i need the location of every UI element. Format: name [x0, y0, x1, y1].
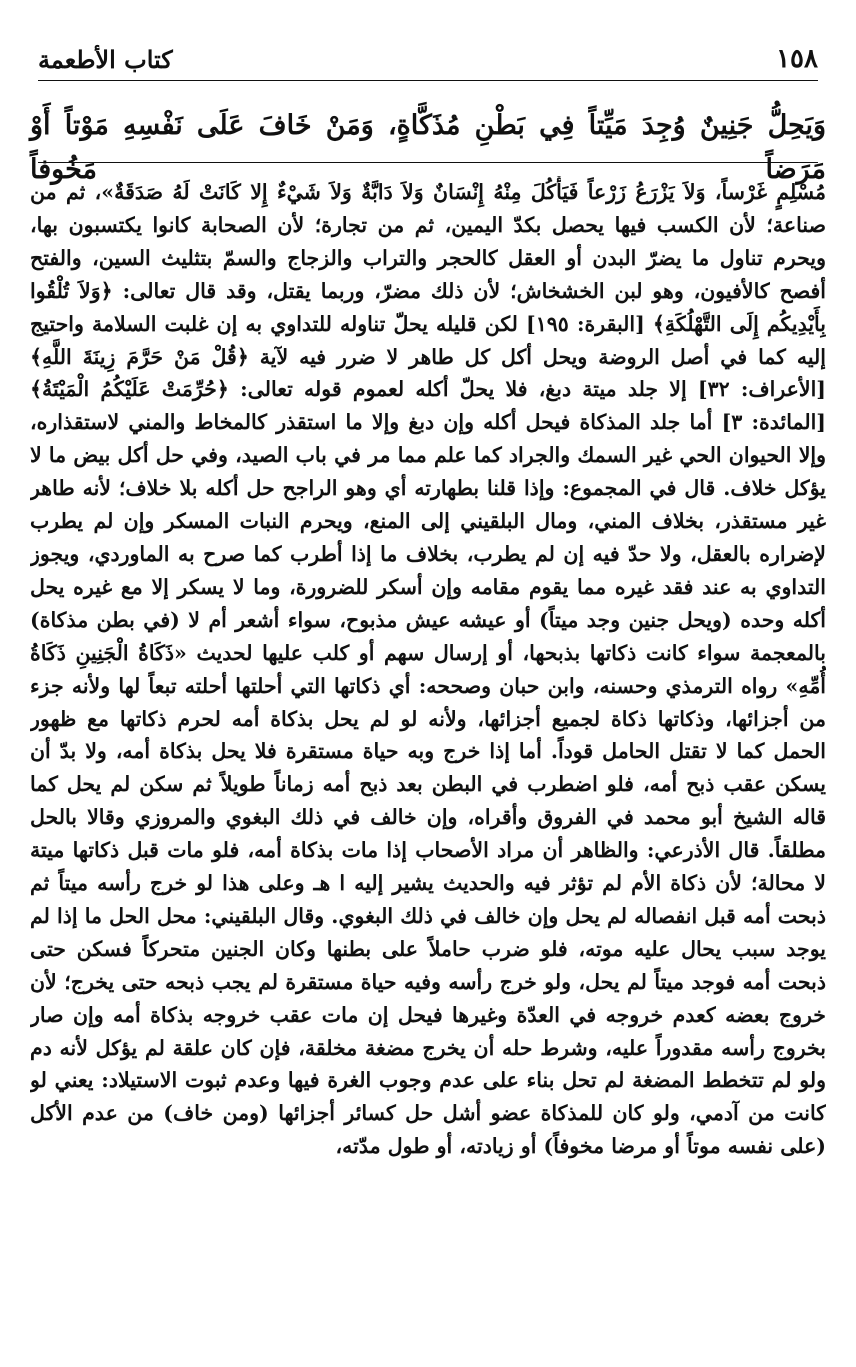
matn-text: وَيَحِلُّ جَنِينٌ وُجِدَ مَيِّتاً فِي بَطْنِ مُذَكَّاةٍ، وَمَنْ خَافَ عَلَى نَفْسِهِ مَوْتاً أَوْ مَرَضاً مَخُوفاً — [30, 110, 826, 185]
page-header — [38, 38, 818, 81]
commentary-text — [30, 176, 826, 1345]
commentary-paragraph: مُسْلِمٍ غَرْساً، وَلاَ يَزْرَعُ زَرْعاً فَيَأْكُلَ مِنْهُ إِنْسَانٌ وَلاَ دَابَّةٌ وَلاَ شَيْءٌ إِلا كَانَتْ لَهُ صَدَقَةٌ»، ثم من صناعة؛ لأن الكسب فيها يحصل بكدّ اليمين، ثم من تجارة؛ لأن الصحابة كانوا يكتسبون بها، ويحرم تناول ما يضرّ البدن أو العقل كالحجر والتراب والزجاج والسمّ بتثليث السين، والفتح أفصح كالأفيون، وهو لبن الخشخاش؛ لأن ذلك مضرّ، وربما يقتل، وقد قال تعالى: ﴿وَلاَ تُلْقُوا بِأَيْدِيكُم إِلَى التَّهْلُكَةِ﴾ [البقرة: ١٩٥] لكن قليله يحلّ تناوله للتداوي به إن غلبت السلامة واحتيج إليه كما في أصل الروضة ويحل أكل كل طاهر لا ضرر فيه لآية ﴿قُلْ مَنْ حَرَّمَ زِينَةَ اللَّهِ﴾ [الأعراف: ٣٢] إلا جلد ميتة دبغ، فلا يحلّ أكله لعموم قوله تعالى: ﴿حُرِّمَتْ عَلَيْكُمُ الْمَيْتَةُ﴾ [المائدة: ٣] أما جلد المذكاة فيحل أكله وإن دبغ وإلا ما استقذر كالمخاط والمني لاستقذاره، وإلا الحيوان الحي غير السمك والجراد كما علم مما مر في باب الصيد، وفي حل أكل بيض ما لا يؤكل خلاف. قال في المجموع: وإذا قلنا بطهارته أي وهو الراجح حل أكله بلا خلاف؛ لأنه طاهر غير مستقذر، بخلاف المني، ومال البلقيني إلى المنع، ويحرم النبات المسكر وإن لم يطرب لإضراره بالعقل، ولا حدّ فيه إن لم يطرب، بخلاف ما إذا أطرب كما صرح به الماوردي، ويجوز التداوي به عند فقد غيره مما يقوم مقامه وإن أسكر للضرورة، وما لا يسكر إلا مع غيره يحل أكله وحده (ويحل جنين وجد ميتاً) أو عيشه عيش مذبوح، سواء أشعر أم لا (في بطن مذكاة) بالمعجمة سواء كانت ذكاتها بذبحها، أو إرسال سهم أو كلب عليها لحديث «ذَكَاةُ الْجَنِينِ ذَكَاةُ أُمِّهِ» رواه الترمذي وحسنه، وابن حبان وصححه: أي ذكاتها التي أحلتها أحلته تبعاً لها ولأنه جزء من أجزائها، وذكاتها ذكاة لجميع أجزائها، ولأنه لو لم يحل بذكاة أمه لحرم ذكاتها مع ظهور الحمل كما لا تقتل الحامل قوداً. أما إذا خرج وبه حياة مستقرة فلا يحل بذكاة أمه، ولا بدّ أن يسكن عقب ذبح أمه، فلو اضطرب في البطن بعد ذبح أمه زماناً طويلاً ثم سكن لم يحل كما قاله الشيخ أبو محمد في الفروق وأقراه، وإن خالف في ذلك البغوي والمروزي وقالا بالحل مطلقاً. قال الأذرعي: والظاهر أن مراد الأصحاب إذا مات بذكاة أمه، فلو مات قبل ذكاتها ميتة لا محالة؛ لأن ذكاة الأم لم تؤثر فيه والحديث يشير إليه ا هـ وعلى هذا لو خرج رأسه ميتاً ثم ذبحت أمه قبل انفصاله لم يحل وإن خالف في ذلك البغوي. وقال البلقيني: محل الحل ما إذا لم يوجد سبب يحال عليه موته، فلو ضرب حاملاً على بطنها وكان الجنين متحركاً فسكن حتى ذبحت أمه فوجد ميتاً لم يحل، ولو خرج رأسه وفيه حياة مستقرة لم يجب ذبحه حتى يخرج؛ لأن خروج بعضه كعدم خروجه في العدّة وغيرها فيحل إن مات عقب خروجه بذكاة أمه وإن صار بخروج رأسه مقدوراً عليه، وشرط حله أن يخرج مضغة مخلقة، فإن كان علقة لم يؤكل لأنه دم ولو لم تتخطط المضغة لم تحل بناء على عدم وجوب الغرة فيها وعدم ثبوت الاستيلاد: يعني لو كانت من آدمي، ولو كان للمذكاة عضو أشل حل كسائر أجزائها (ومن خاف) من عدم الأكل (على نفسه موتاً أو مرضا مخوفاً) أو زيادته، أو طول مدّته، — [30, 180, 826, 1159]
book-title: كتاب الأطعمة — [38, 44, 173, 74]
page-number: ١٥٨ — [776, 44, 818, 74]
separator-rule — [38, 162, 818, 163]
